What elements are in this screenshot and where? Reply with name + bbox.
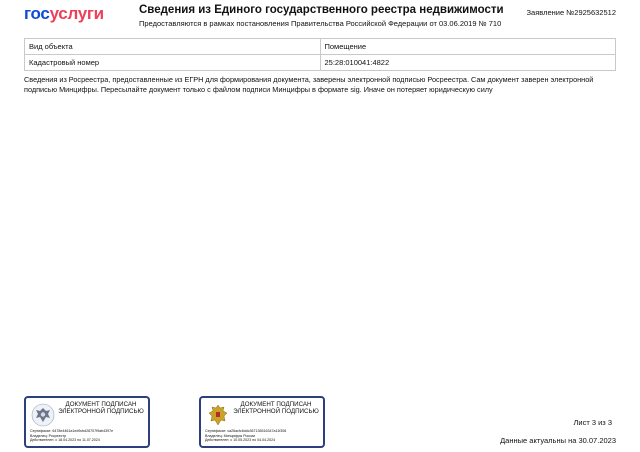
signature-stamp-rosreestr — [24, 396, 150, 448]
table-row — [25, 39, 616, 55]
document-title: Сведения из Единого государственного реестра недвижимости — [139, 4, 504, 16]
signature-notice: Сведения из Росреестра, предоставленные из ЕГРН для формирования документа, заверены электронной подписью Росреестра. Сам документ заверен электронной подписью Минцифры. Пересылайте документ только с файлом подписи Минцифры в формате sig. Иначе он потеряет юридическую силу — [24, 75, 594, 94]
stamp-owner: Владелец: Росреестр — [30, 433, 67, 438]
coat-of-arms-icon — [206, 403, 230, 427]
stamp-certificate: Сертификат: ca26acfc6ddc367136516347a11f308 — [205, 429, 287, 433]
row-value: Помещение — [320, 39, 616, 55]
stamp-certificate: Сертификат: 6478e4461a1ed9cbd28707f9ab4397e — [30, 429, 114, 433]
signature-stamp-mincifry — [199, 396, 325, 448]
stamp-details — [205, 429, 286, 443]
stamp-validity: Действителен: с 18.04.2023 по 11.07.2024 — [30, 438, 100, 443]
gosuslugi-logo — [24, 4, 104, 24]
sheet-counter: Лист 3 из 3 — [573, 418, 612, 427]
stamp-validity: Действителен: с 10.05.2023 по 04.04.2024 — [205, 438, 276, 443]
stamp-heading: ДОКУМЕНТ ПОДПИСАН ЭЛЕКТРОННОЙ ПОДПИСЬЮ — [233, 401, 319, 415]
logo-part-uslugi: услуги — [49, 4, 104, 23]
row-label: Вид объекта — [25, 39, 321, 55]
table-row — [25, 55, 616, 71]
row-value: 25:28:010041:4822 — [320, 55, 616, 71]
row-label: Кадастровый номер — [25, 55, 321, 71]
stamp-details — [30, 429, 113, 443]
rosreestr-emblem-icon — [31, 403, 55, 427]
data-actual-date: Данные актуальны на 30.07.2023 — [500, 436, 616, 445]
object-info-table — [24, 38, 616, 71]
stamp-heading: ДОКУМЕНТ ПОДПИСАН ЭЛЕКТРОННОЙ ПОДПИСЬЮ — [58, 401, 144, 415]
logo-part-gos: гос — [24, 4, 50, 23]
claim-number: Заявление №2925632512 — [526, 8, 616, 17]
document-subtitle: Предоставляются в рамках постановления Правительства Российской Федерации от 03.06.2019 № 710 — [139, 19, 502, 28]
stamp-owner: Владелец: Минцифры России — [205, 433, 256, 438]
